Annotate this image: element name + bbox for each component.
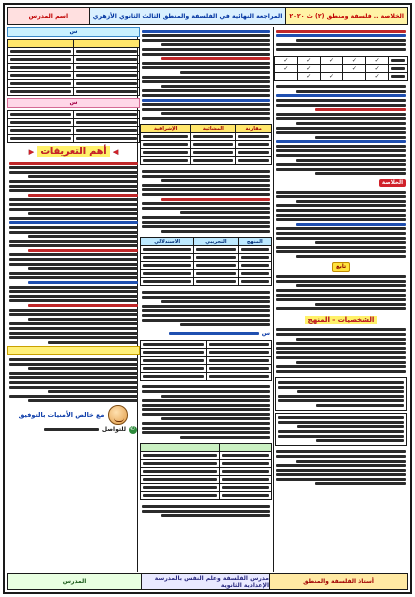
left-table-1 xyxy=(7,39,140,96)
page-header xyxy=(7,7,408,25)
middle-intro-text xyxy=(140,27,272,122)
column-left xyxy=(7,27,140,572)
table2-header-0: المنهج xyxy=(238,238,271,246)
table2-header-1: التجريبي xyxy=(194,238,238,246)
table2-header-2: الاستدلالي xyxy=(141,238,194,246)
header-title-right: الخلاصة .. فلسفة ومنطق (٢) ث ٢٠٢٠ xyxy=(285,8,407,24)
middle-body-2 xyxy=(140,288,272,328)
right-section-title: الشخصيات - المنهج xyxy=(274,316,408,324)
right-body-3 xyxy=(274,273,408,313)
footer-left: المدرس xyxy=(8,574,141,589)
middle-body-1 xyxy=(140,167,272,235)
middle-comparison-table-3 xyxy=(140,340,272,381)
middle-body-4 xyxy=(140,502,272,519)
left-q2-bar: س xyxy=(7,98,140,108)
right-definition-box xyxy=(275,377,407,410)
page-footer xyxy=(7,573,408,590)
arrow-icon: ◀ xyxy=(112,148,119,156)
right-check-table: ✓ ✓ ✓ ✓ ✓ ✓ ✓ ✓ ✓ ✓ ✓ ✓ xyxy=(274,56,408,81)
table1-header-1: المشائية xyxy=(191,125,236,133)
middle-comparison-table-2 xyxy=(140,237,272,286)
right-definition-box-2 xyxy=(275,413,407,446)
middle-comparison-table-1 xyxy=(140,124,272,165)
middle-question-label: س xyxy=(140,329,272,338)
closing-message: مع خالص الأمنيات بالتوفيق xyxy=(18,410,105,419)
left-section-bar xyxy=(7,346,140,355)
table1-header-0: مقارنة xyxy=(236,125,272,133)
phone-icon xyxy=(129,426,137,434)
closing-decoration xyxy=(7,405,140,425)
header-title-center: المراجعة النهائية في الفلسفة والمنطق الثالث الثانوي الأزهري xyxy=(89,8,286,24)
arrow-icon-2: ▶ xyxy=(28,148,35,156)
middle-body-3 xyxy=(140,383,272,442)
right-intro-text xyxy=(274,27,408,54)
middle-comparison-table-4 xyxy=(140,443,272,500)
smiley-mascot-icon xyxy=(108,405,128,425)
contact-row xyxy=(7,425,140,435)
column-middle xyxy=(140,27,272,572)
left-table-2 xyxy=(7,110,140,143)
footer-right: أستاذ الفلسفة والمنطق xyxy=(269,574,407,589)
left-body-2 xyxy=(7,355,140,405)
contact-label: للتواصل xyxy=(101,426,126,434)
right-body-4 xyxy=(274,326,408,376)
right-body-1 xyxy=(274,83,408,178)
summary-tag: الخلاصة xyxy=(379,179,406,187)
column-right xyxy=(274,27,408,572)
right-section-tag-row xyxy=(274,261,408,273)
right-body-5 xyxy=(274,448,408,488)
right-summary-tag-row xyxy=(274,178,408,188)
right-body-2 xyxy=(274,188,408,261)
table1-header-2: الإشراقية xyxy=(141,125,191,133)
footer-center: مدرس الفلسفة وعلم النفس بالمدرسة الإعدادية الثانوية xyxy=(141,574,269,589)
header-title-left: اسم المدرس xyxy=(8,8,89,24)
section-tag: تابع xyxy=(332,262,350,272)
left-q1-bar: س xyxy=(7,27,140,37)
left-section-title: ◀ أهم التعريفات ▶ xyxy=(28,146,119,157)
left-definitions xyxy=(7,159,140,346)
study-sheet-page xyxy=(3,3,412,594)
